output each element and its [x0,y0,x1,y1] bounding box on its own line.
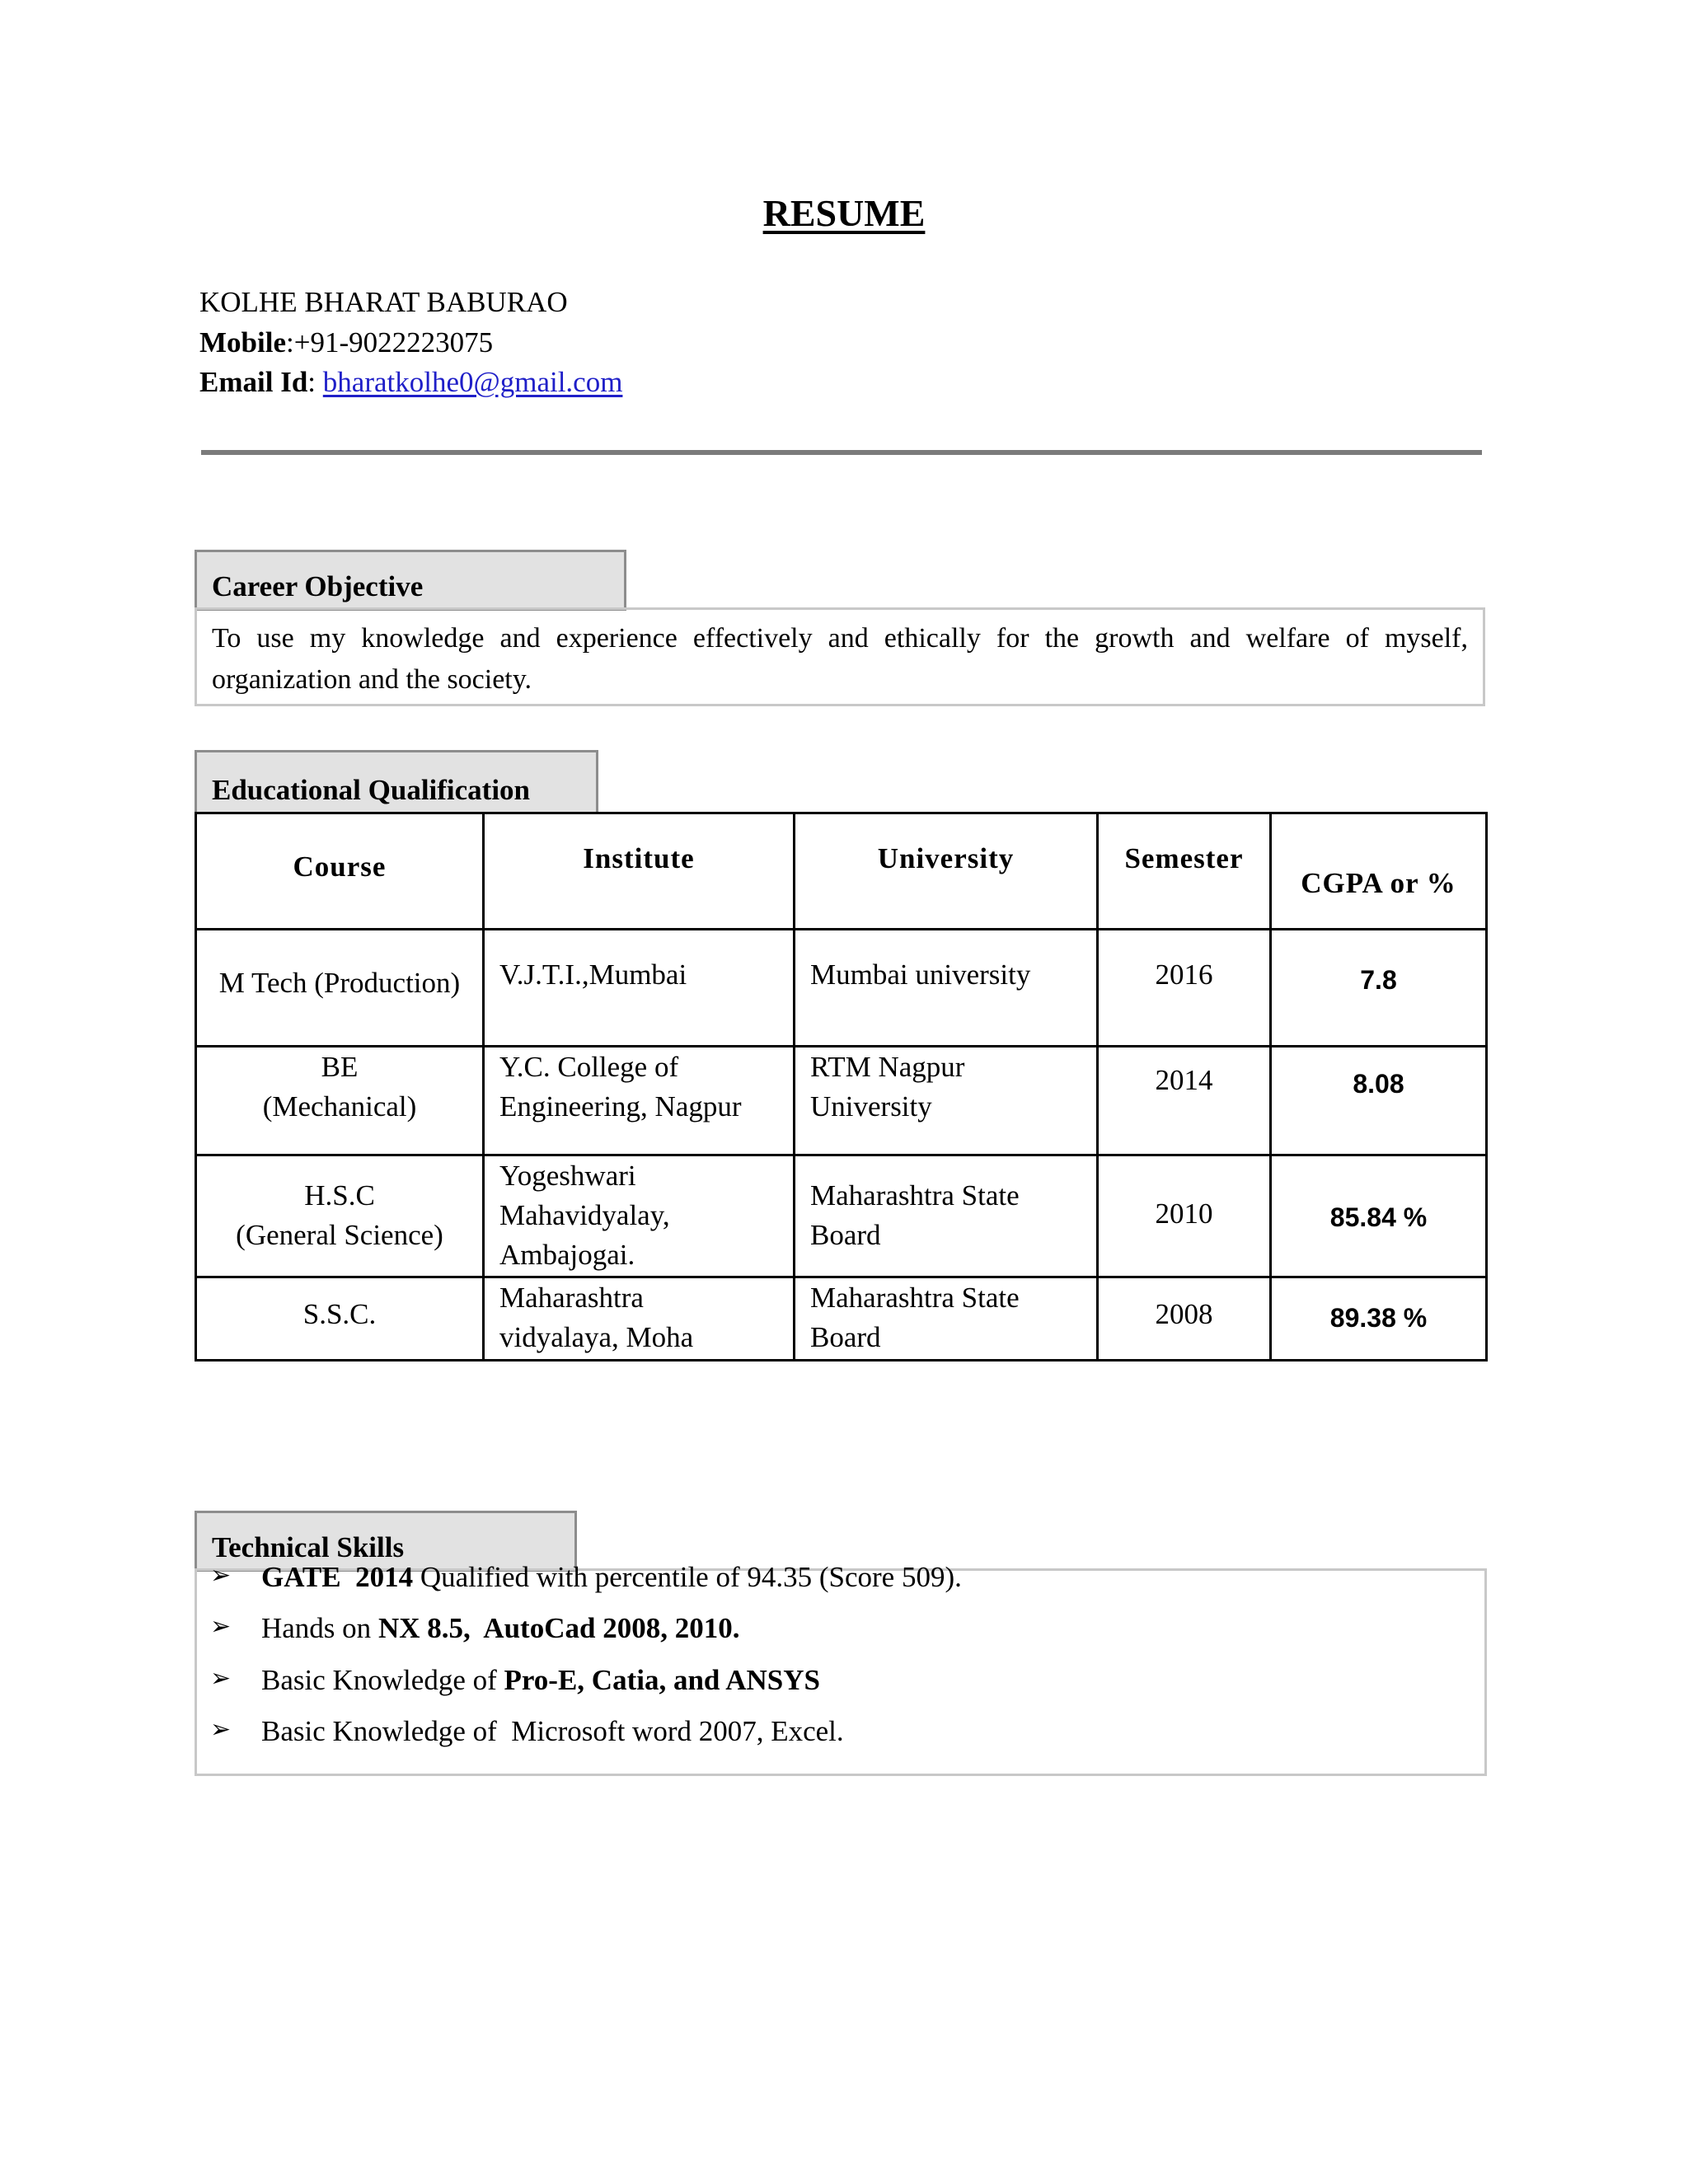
cell-line: BE [321,1051,359,1083]
mobile-sep: : [285,326,294,359]
skill-text [261,1664,820,1696]
cell-line: H.S.C [304,1179,375,1212]
table-row [196,1277,1487,1361]
cell-score: 8.08 [1271,1047,1487,1155]
skill-highlight: NX 8.5, AutoCad 2008, 2010. [377,1612,740,1644]
career-objective-heading: Career Objective [195,550,626,611]
header-divider [201,450,1482,455]
cell-year: 2016 [1098,930,1271,1047]
cell-line: Yogeshwari [499,1160,636,1192]
cell-line: University [810,1090,932,1122]
table-row [196,1155,1487,1277]
technical-skills-box [195,1561,1487,1776]
arrow-bullet-icon: ➢ [210,1716,232,1743]
col-header-semester: Semester [1098,813,1271,930]
cell-line: (General Science) [236,1219,443,1251]
skill-run: Hands on [261,1612,378,1644]
list-item [210,1561,962,1594]
cell-line: M Tech (Production) [218,967,461,999]
col-header-university: University [795,813,1098,930]
skill-highlight: Pro-E, Catia, and ANSYS [504,1664,820,1696]
list-item [210,1715,844,1748]
cell-year: 2014 [1098,1047,1271,1155]
skill-run: Basic Knowledge of [261,1664,504,1696]
email-line [199,366,622,399]
cell-line: Y.C. College of [499,1051,679,1083]
cell-year: 2010 [1098,1155,1271,1277]
cell-course [196,1277,484,1361]
candidate-name: KOLHE BHARAT BABURAO [199,286,568,318]
cell-institute [484,1277,795,1361]
skill-text [261,1561,962,1593]
arrow-bullet-icon: ➢ [210,1665,232,1692]
cell-institute [484,930,795,1047]
email-sep: : [307,366,323,398]
cell-line: Board [810,1321,881,1353]
col-header-cgpa: CGPA or % [1271,813,1487,930]
cell-line: Ambajogai. [499,1239,635,1271]
cell-line: Mumbai university [810,958,1031,991]
skill-highlight: GATE 2014 [261,1561,414,1593]
cell-score: 85.84 % [1271,1155,1487,1277]
career-objective-box [195,607,1485,706]
arrow-bullet-icon: ➢ [210,1613,232,1640]
education-heading: Educational Qualification [195,750,598,814]
cell-line: V.J.T.I.,Mumbai [499,958,687,991]
email-link[interactable]: bharatkolhe0@gmail.com [322,366,623,398]
cell-line: Board [810,1219,881,1251]
cell-line: Engineering, Nagpur [499,1090,742,1122]
cell-university [795,1155,1098,1277]
skill-run: Qualified with percentile of 94.35 (Score 509). [413,1561,962,1593]
email-label: Email Id [199,366,308,398]
cell-course [196,1047,484,1155]
mobile-line [199,326,493,359]
cell-line: Mahavidyalay, [499,1199,670,1231]
cell-line: (Mechanical) [262,1090,417,1122]
career-objective-text: To use my knowledge and experience effectively and ethically for the growth and welfare of myself, organization and the society. [212,623,1468,695]
education-table [195,812,1488,1361]
mobile-label: Mobile [199,326,286,359]
skill-run: Basic Knowledge of Microsoft word 2007, Excel. [261,1715,844,1747]
arrow-bullet-icon: ➢ [210,1562,232,1589]
cell-line: vidyalaya, Moha [499,1321,694,1353]
table-row [196,1047,1487,1155]
cell-score: 89.38 % [1271,1277,1487,1361]
table-row [196,930,1487,1047]
cell-line: RTM Nagpur [810,1051,965,1083]
cell-university [795,1277,1098,1361]
page-title: RESUME [762,192,926,234]
cell-score: 7.8 [1271,930,1487,1047]
col-header-institute: Institute [484,813,795,930]
cell-line: Maharashtra [499,1282,644,1314]
cell-line: S.S.C. [302,1298,377,1330]
table-header-row [196,813,1487,930]
col-header-course: Course [196,813,484,930]
cell-course [196,1155,484,1277]
cell-year: 2008 [1098,1277,1271,1361]
cell-institute [484,1155,795,1277]
mobile-number: +91-9022223075 [293,326,494,359]
list-item [210,1612,740,1645]
cell-university [795,1047,1098,1155]
cell-institute [484,1047,795,1155]
cell-line: Maharashtra State [810,1282,1020,1314]
list-item [210,1664,820,1697]
technical-skills-heading: Technical Skills [195,1511,577,1572]
skill-text [261,1612,739,1644]
skill-text [261,1715,844,1747]
cell-university [795,930,1098,1047]
cell-course [196,930,484,1047]
cell-line: Maharashtra State [810,1179,1020,1212]
